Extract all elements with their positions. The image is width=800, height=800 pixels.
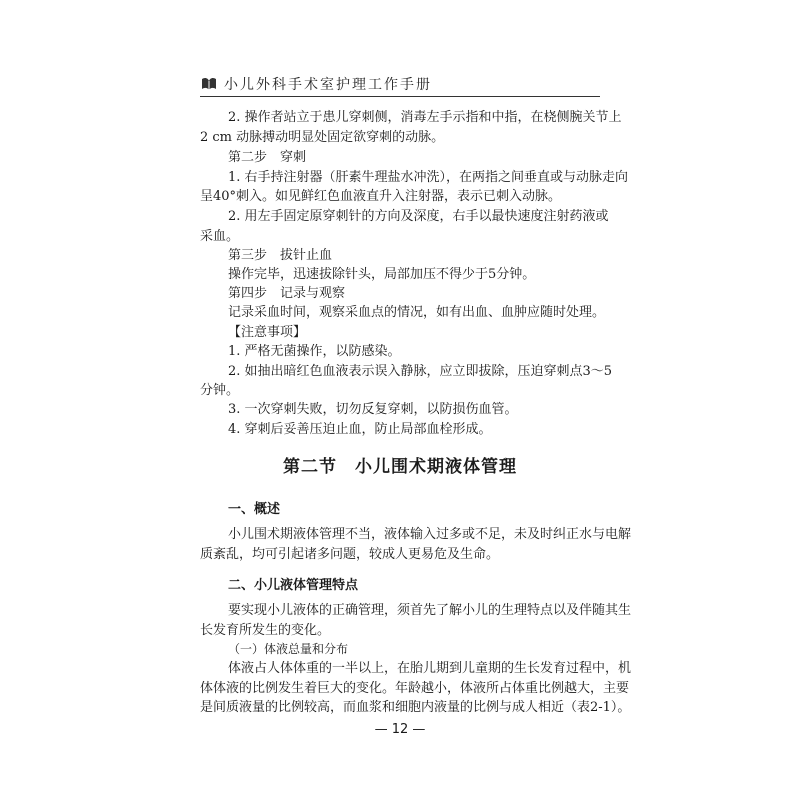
step-label: 第三步 拔针止血 [228,248,333,263]
text-line: 1. 严格无菌操作，以防感染。 [228,344,401,359]
part2-heading: 二、小儿液体管理特点 [228,578,359,593]
running-header [200,74,432,94]
book-title: 小儿外科手术室护理工作手册 [224,77,432,93]
header-rule [200,96,600,97]
step-label: 第四步 记录与观察 [228,286,346,301]
text-line: 采血。 [200,229,240,244]
text-line: 呈40°刺入。如见鲜红色血液直升入注射器，表示已刺入动脉。 [200,189,562,204]
text-line: 质紊乱，均可引起诸多问题，较成人更易危及生命。 [200,547,500,562]
text-line: 4. 穿刺后妥善压迫止血，防止局部血栓形成。 [228,422,492,437]
text-line: 3. 一次穿刺失败，切勿反复穿刺，以防损伤血管。 [228,402,518,417]
text-line: 操作完毕，迅速拔除针头，局部加压不得少于5分钟。 [228,267,536,282]
text-line: 2. 操作者站立于患儿穿刺侧，消毒左手示指和中指，在桡侧腕关节上 [228,110,622,125]
book-logo-icon [200,75,218,93]
text-line: 体体液的比例发生着巨大的变化。年龄越小，体液所占体重比例越大，主要 [200,681,630,696]
text-line: 是间质液量的比例较高，而血浆和细胞内液量的比例与成人相近（表2-1）。 [200,700,631,715]
text-line: 体液占人体体重的一半以上，在胎儿期到儿童期的生长发育过程中，机 [228,661,632,676]
text-line: 分钟。 [200,383,240,398]
text-line: 小儿围术期液体管理不当，液体输入过多或不足，未及时纠正水与电解 [228,527,632,542]
text-line: 2. 用左手固定原穿刺针的方向及深度，右手以最快速度注射药液或 [228,209,609,224]
text-line: 2. 如抽出暗红色血液表示误入静脉，应立即拔除，压迫穿刺点3～5 [228,364,613,379]
page-number: — 12 — [374,722,426,737]
subsection-heading: （一）体液总量和分布 [228,642,349,656]
step-label: 第二步 穿刺 [228,150,307,165]
section-title: 第二节 小儿围术期液体管理 [283,457,517,477]
text-line: 要实现小儿液体的正确管理，须首先了解小儿的生理特点以及伴随其生 [228,603,632,618]
part1-heading: 一、概述 [228,502,281,517]
text-line: 长发育所发生的变化。 [200,623,331,638]
notes-heading: 【注意事项】 [228,325,307,340]
text-line: 2 cm 动脉搏动明显处固定欲穿刺的动脉。 [200,130,445,145]
text-line: 1. 右手持注射器（肝素牛理盐水冲洗），在两指之间垂直或与动脉走向 [228,170,629,185]
text-line: 记录采血时间，观察采血点的情况，如有出血、血肿应随时处理。 [228,305,606,320]
